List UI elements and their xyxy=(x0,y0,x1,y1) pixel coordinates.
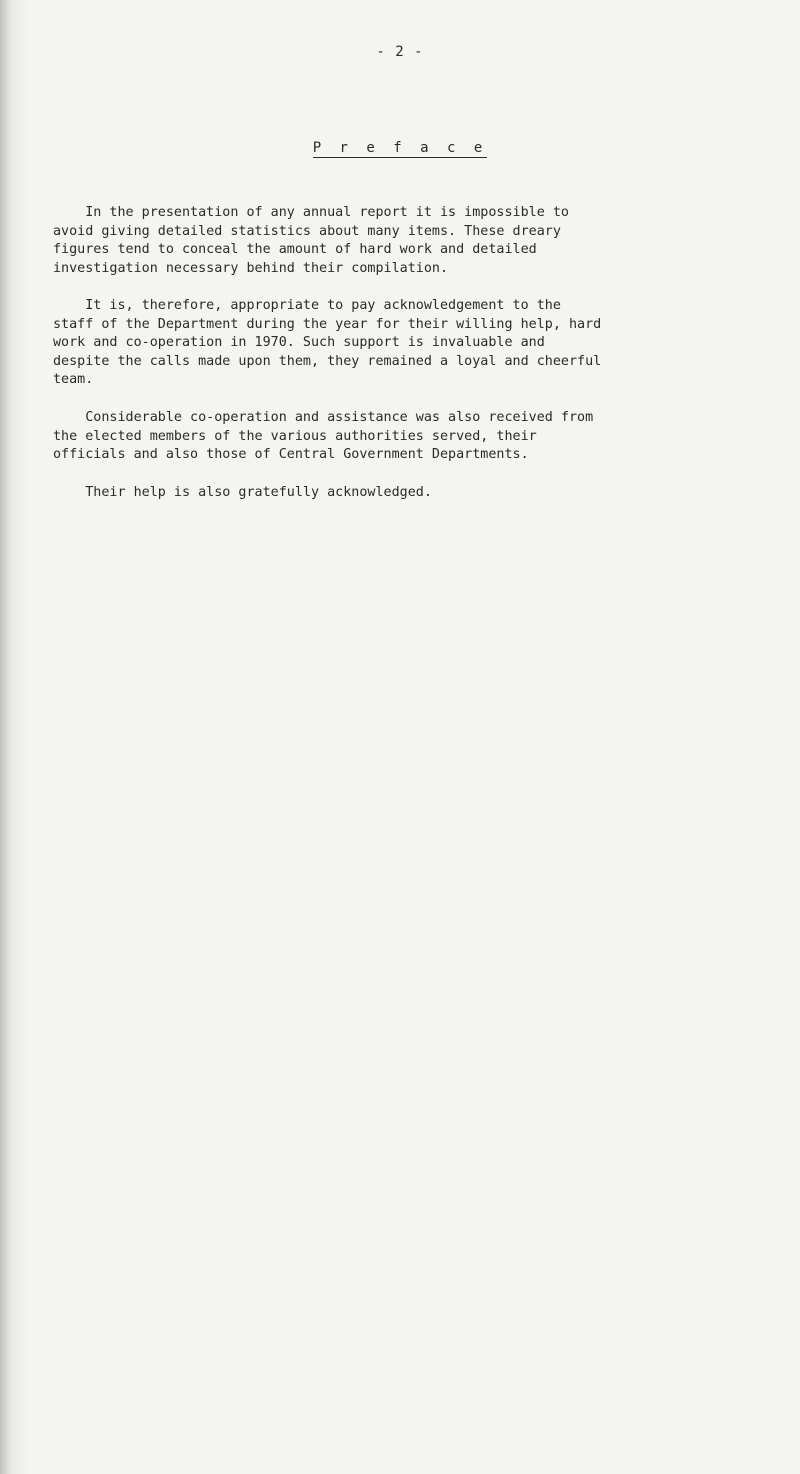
paragraph-gratitude: Their help is also gratefully acknowledged. xyxy=(53,485,432,500)
paragraph-statistics: In the presentation of any annual report it is impossible to avoid giving detailed statistics about many items. These dreary figures tend to conceal the amount of hard work and detailed investigation necessary behind their compilation. xyxy=(53,205,569,276)
page-number: - 2 - xyxy=(376,44,424,60)
page-title xyxy=(0,140,800,156)
paragraph-cooperation: Considerable co-operation and assistance was also received from the elected members of the various authorities served, their officials and also those of Central Government Departments. xyxy=(53,410,594,462)
paragraph-staff-acknowledgement: It is, therefore, appropriate to pay acknowledgement to the staff of the Department during the year for their willing help, hard work and co-operation in 1970. Such support is invaluable and despite the calls made upon them, they remained a loyal and cheerful team. xyxy=(53,298,602,387)
page-edge-shadow xyxy=(0,0,28,1474)
page-title-text: P r e f a c e xyxy=(312,140,488,156)
